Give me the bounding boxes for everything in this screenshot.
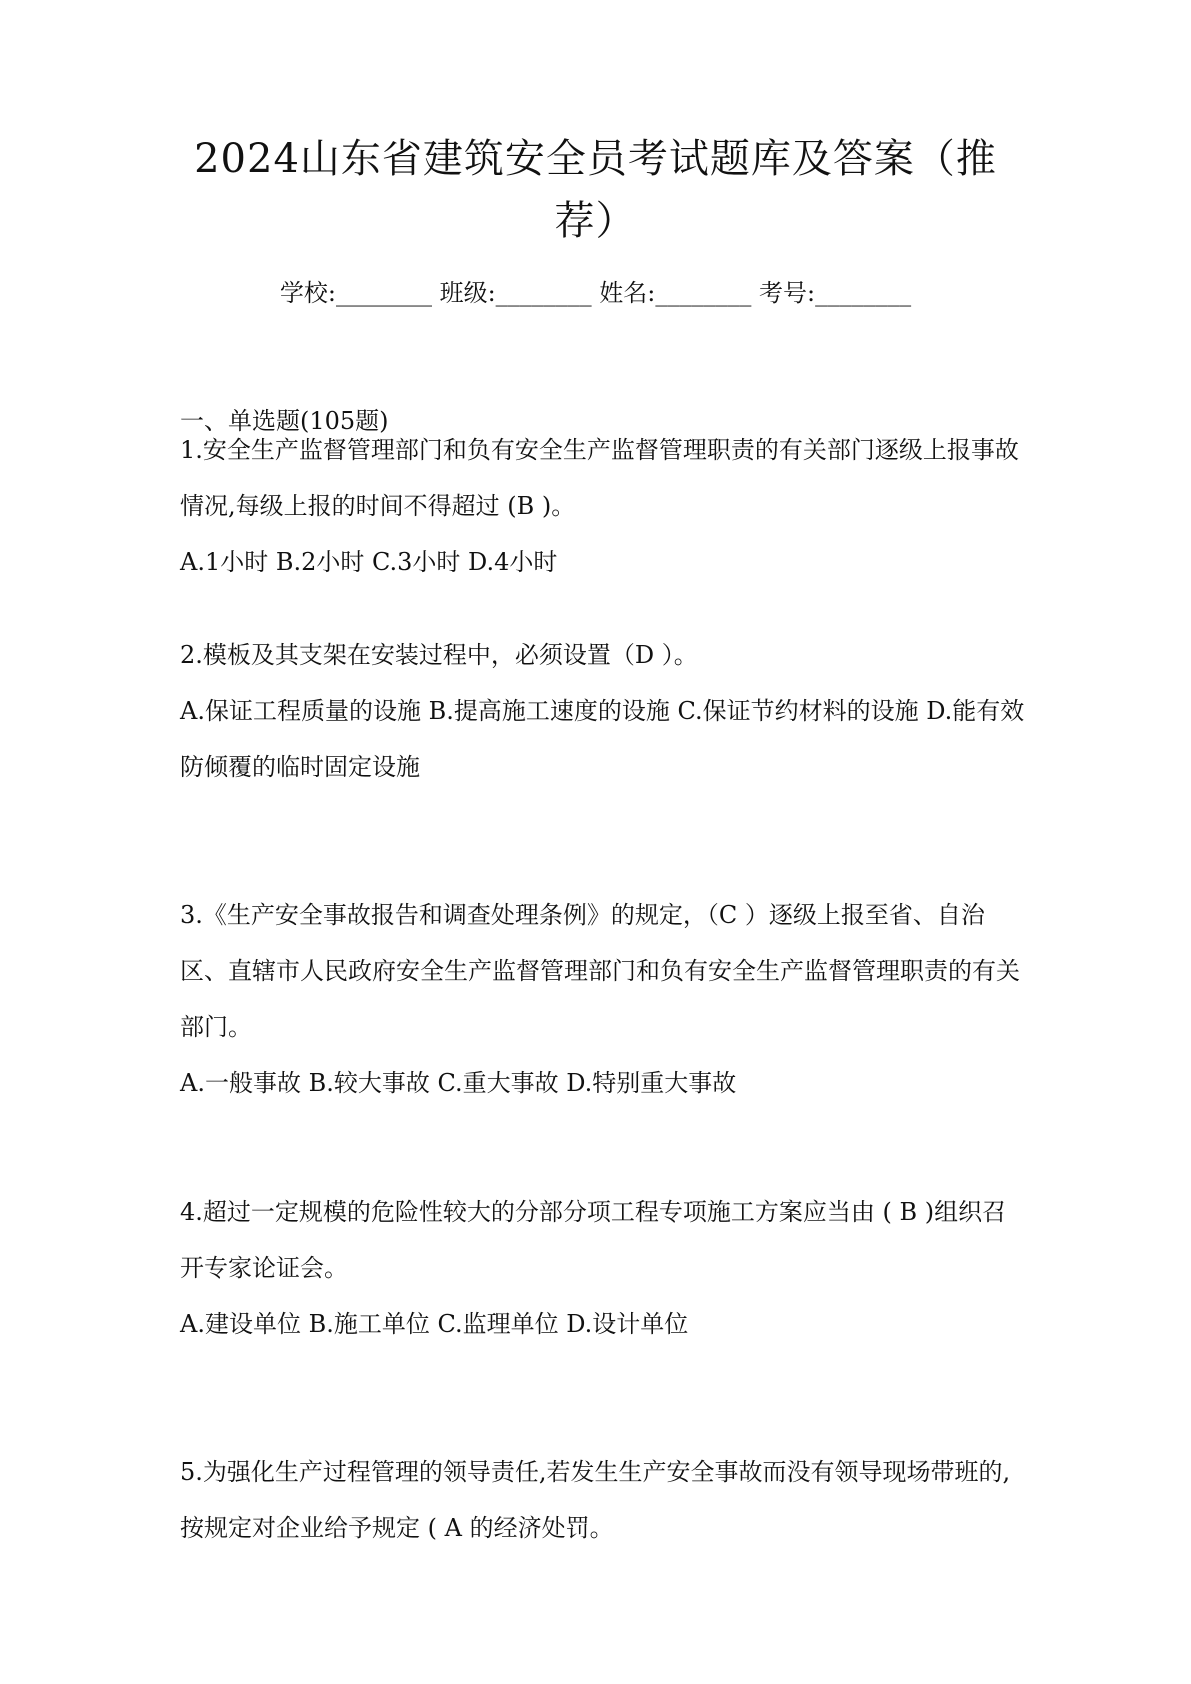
- document-title: 2024山东省建筑安全员考试题库及答案（推荐）: [194, 136, 997, 244]
- question-stem: 2.模板及其支架在安装过程中，必须设置（D ）。: [180, 641, 698, 669]
- question-stem: 3.《生产安全事故报告和调查处理条例》的规定，（C ）逐级上报至省、自治区、直辖市人民政府安全生产监督管理部门和负有安全生产监督管理职责的有关部门。: [180, 901, 1020, 1041]
- section-heading: 一、单选题(105题): [180, 407, 389, 435]
- question-options: A.保证工程质量的设施 B.提高施工速度的设施 C.保证节约材料的设施 D.能有效防倾覆的临时固定设施: [180, 697, 1025, 781]
- question-5: [180, 1444, 1030, 1556]
- question-3: [180, 887, 1030, 1111]
- question-stem: 5.为强化生产过程管理的领导责任,若发生生产安全事故而没有领导现场带班的,按规定对企业给予规定 ( A 的经济处罚。: [180, 1458, 1011, 1542]
- student-info-line: 学校:________ 班级:________ 姓名:________ 考号:________: [279, 279, 912, 307]
- question-1: [180, 422, 1030, 590]
- question-options: A.1小时 B.2小时 C.3小时 D.4小时: [180, 548, 558, 576]
- question-stem: 4.超过一定规模的危险性较大的分部分项工程专项施工方案应当由 ( B )组织召开专家论证会。: [180, 1198, 1007, 1282]
- question-4: [180, 1184, 1030, 1352]
- question-options: A.一般事故 B.较大事故 C.重大事故 D.特别重大事故: [180, 1069, 737, 1097]
- question-2: [180, 627, 1030, 795]
- question-options: A.建设单位 B.施工单位 C.监理单位 D.设计单位: [180, 1310, 689, 1338]
- question-stem: 1.安全生产监督管理部门和负有安全生产监督管理职责的有关部门逐级上报事故情况,每级上报的时间不得超过 (B )。: [180, 436, 1019, 520]
